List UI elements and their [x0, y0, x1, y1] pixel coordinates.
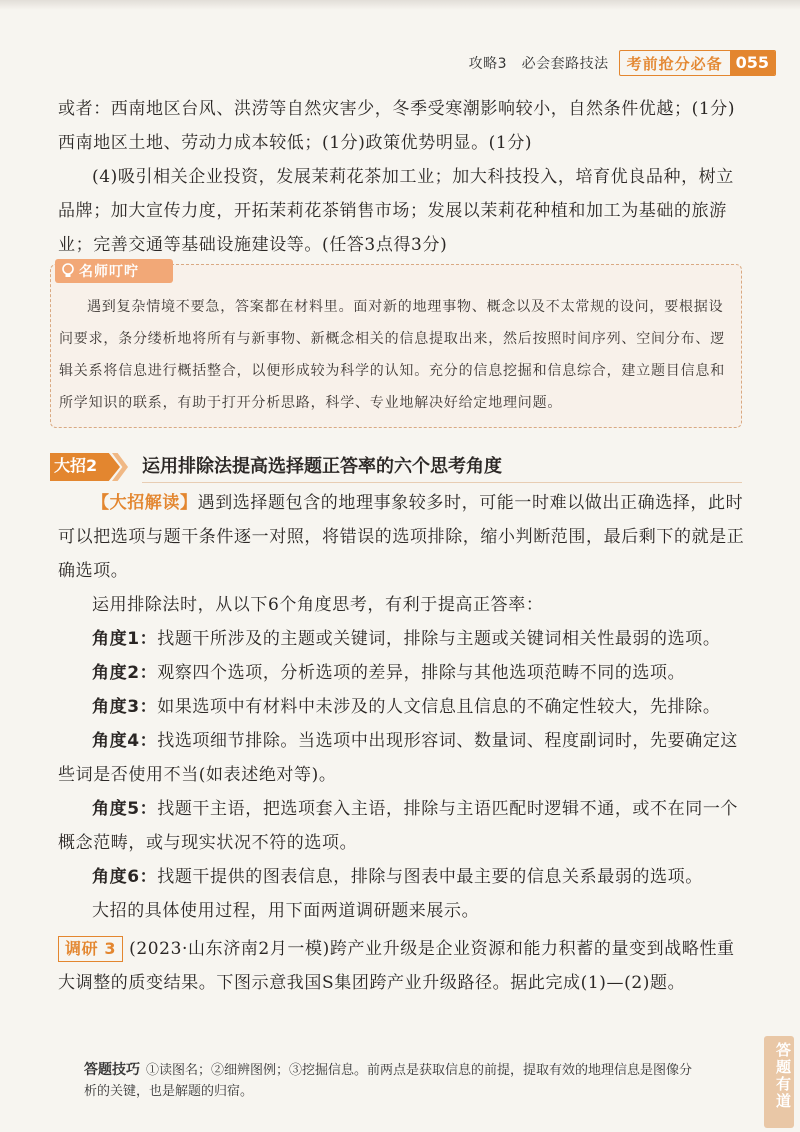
page-number: 055 — [730, 51, 775, 75]
angle-text: 如果选项中有材料中未涉及的人文信息且信息的不确定性较大，先排除。 — [157, 697, 721, 717]
section-tag-text: 大招2 — [54, 456, 98, 475]
section-heading — [50, 452, 750, 482]
page-header — [469, 50, 776, 76]
teacher-tip-tag — [55, 259, 173, 283]
section-underline — [142, 482, 742, 483]
angle-6 — [58, 860, 748, 894]
research-text: (2023·山东济南2月一模)跨产业升级是企业资源和能力积蓄的量变到战略性重大调整的质变结果。下图示意我国S集团跨产业升级路径。据此完成(1)—(2)题。 — [58, 939, 735, 993]
angle-label: 角度2： — [92, 663, 158, 683]
angle-text: 找题干提供的图表信息，排除与图表中最主要的信息关系最弱的选项。 — [157, 867, 703, 887]
intro-paragraph — [58, 486, 748, 588]
side-tab — [764, 1036, 794, 1128]
angle-text: 观察四个选项，分析选项的差异，排除与其他选项范畴不同的选项。 — [157, 663, 686, 683]
answer-tip-footnote — [84, 1060, 694, 1102]
answer-paragraph-1: 或者：西南地区台风、洪涝等自然灾害少，冬季受寒潮影响较小，自然条件优越；(1分)西南地区土地、劳动力成本较低；(1分)政策优势明显。(1分) — [58, 99, 736, 153]
angle-label: 角度3： — [92, 697, 158, 717]
angle-text: 找题干主语，把选项套入主语，排除与主语匹配时逻辑不通，或不在同一个概念范畴，或与现实状况不符的选项。 — [58, 799, 739, 853]
teacher-tip-box — [50, 264, 742, 428]
footnote-label: 答题技巧 — [84, 1062, 140, 1078]
angle-5 — [58, 792, 748, 860]
section-title: 运用排除法提高选择题正答率的六个思考角度 — [142, 456, 502, 477]
angle-2 — [58, 656, 748, 690]
lead-paragraph: 运用排除法时，从以下6个角度思考，有利于提高正答率： — [92, 595, 544, 615]
angle-label: 角度6： — [92, 867, 158, 887]
angle-text: 找题干所涉及的主题或关键词，排除与主题或关键词相关性最弱的选项。 — [157, 629, 721, 649]
header-badge — [619, 50, 776, 76]
page-top-edge — [0, 0, 800, 10]
angle-label: 角度5： — [92, 799, 158, 819]
side-tab-text: 答题有道 — [774, 1042, 792, 1110]
angle-3 — [58, 690, 748, 724]
research-tag: 调研 3 — [58, 936, 123, 962]
chapter-title: 攻略3 必会套路技法 — [468, 56, 609, 72]
angle-text: 找选项细节排除。当选项中出现形容词、数量词、程度副词时，先要确定这些词是否使用不当(如表述绝对等)。 — [58, 731, 739, 785]
lightbulb-icon — [61, 263, 75, 279]
teacher-tip-label: 名师叮咛 — [79, 264, 139, 280]
intro-text: 遇到选择题包含的地理事象较多时，可能一时难以做出正确选择，此时可以把选项与题干条件逐一对照，将错误的选项排除，缩小判断范围，最后剩下的就是正确选项。 — [58, 493, 745, 581]
angle-label: 角度4： — [92, 731, 158, 751]
footnote-text: ①读图名；②细辨图例；③挖掘信息。前两点是获取信息的前提，提取有效的地理信息是图像分析的关键，也是解题的归宿。 — [84, 1063, 693, 1099]
angle-label: 角度1： — [92, 629, 158, 649]
angle-1 — [58, 622, 748, 656]
angle-4 — [58, 724, 748, 792]
research-paragraph — [58, 932, 748, 1000]
teacher-tip-text: 遇到复杂情境不要急，答案都在材料里。面对新的地理事物、概念以及不太常规的设问，要根据设问要求，条分缕析地将所有与新事物、新概念相关的信息提取出来，然后按照时间序列、空间分布、逻辑关系将信息进行概括整合，以便形成较为科学的认知。充分的信息挖掘和信息综合，建立题目信息和所学知识的联系，有助于打开分析思路，科学、专业地解决好给定地理问题。 — [59, 299, 725, 411]
answer-paragraph-2: (4)吸引相关企业投资，发展茉莉花茶加工业；加大科技投入，培育优良品种，树立品牌；加大宣传力度，开拓茉莉花茶销售市场；发展以茉莉花种植和加工为基础的旅游业；完善交通等基础设施建设等。(任答3点得3分) — [58, 167, 734, 255]
header-badge-text: 考前抢分必备 — [626, 54, 723, 73]
closing-paragraph: 大招的具体使用过程，用下面两道调研题来展示。 — [92, 901, 480, 921]
intro-label: 【大招解读】 — [92, 493, 198, 513]
